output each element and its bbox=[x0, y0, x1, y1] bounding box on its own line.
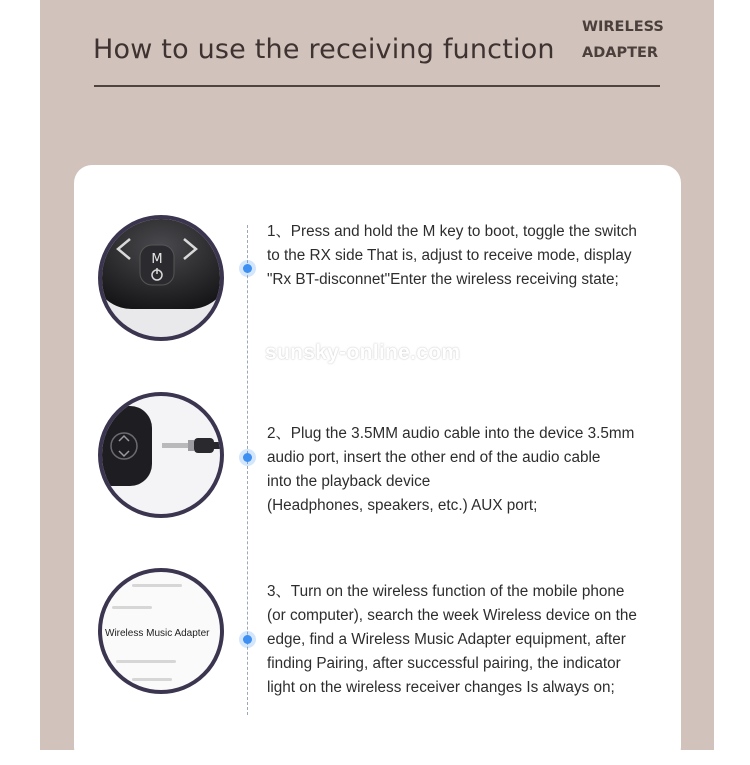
step-2-line: 2、Plug the 3.5MM audio cable into the device 3.5mm bbox=[267, 425, 635, 442]
audio-cable-icon bbox=[102, 396, 220, 514]
timeline-dot-1 bbox=[243, 264, 252, 273]
step-1-line: 1、Press and hold the M key to boot, toggle the switch bbox=[267, 223, 637, 240]
step-3-text bbox=[267, 580, 667, 700]
m-key-label: M bbox=[151, 252, 163, 267]
step-3-line: edge, find a Wireless Music Adapter equipment, after bbox=[267, 631, 626, 648]
watermark: sunsky-online.com bbox=[265, 341, 461, 364]
device-buttons-image bbox=[98, 215, 224, 341]
list-placeholder-line bbox=[112, 606, 152, 609]
step-2-line: into the playback device bbox=[267, 473, 431, 490]
timeline-dot-3 bbox=[243, 635, 252, 644]
step-3-line: light on the wireless receiver changes Is always on; bbox=[267, 679, 615, 696]
step-1-line: "Rx BT-disconnet"Enter the wireless receiving state; bbox=[267, 271, 619, 288]
timeline-dot-2 bbox=[243, 453, 252, 462]
list-placeholder-line bbox=[132, 584, 182, 587]
device-buttons-icon bbox=[102, 219, 220, 337]
brand-line-1: WIRELESS bbox=[582, 19, 664, 35]
list-placeholder-line bbox=[116, 660, 176, 663]
step-3-line: 3、Turn on the wireless function of the mobile phone bbox=[267, 583, 625, 600]
audio-cable-image bbox=[98, 392, 224, 518]
brand-label bbox=[582, 14, 662, 66]
step-2-line: (Headphones, speakers, etc.) AUX port; bbox=[267, 497, 538, 514]
step-2-text bbox=[267, 422, 667, 518]
list-placeholder-line bbox=[132, 678, 172, 681]
step-3-line: finding Pairing, after successful pairing, the indicator bbox=[267, 655, 621, 672]
step-1-line: to the RX side That is, adjust to receive mode, display bbox=[267, 247, 632, 264]
title-divider bbox=[94, 85, 660, 87]
wireless-music-adapter-item: Wireless Music Adapter bbox=[105, 628, 210, 639]
page-title: How to use the receiving function bbox=[93, 34, 555, 65]
step-2-line: audio port, insert the other end of the audio cable bbox=[267, 449, 601, 466]
step-1-text bbox=[267, 220, 667, 292]
brand-line-2: ADAPTER bbox=[582, 45, 659, 61]
step-3-line: (or computer), search the week Wireless device on the bbox=[267, 607, 637, 624]
bluetooth-list-image bbox=[98, 568, 224, 694]
